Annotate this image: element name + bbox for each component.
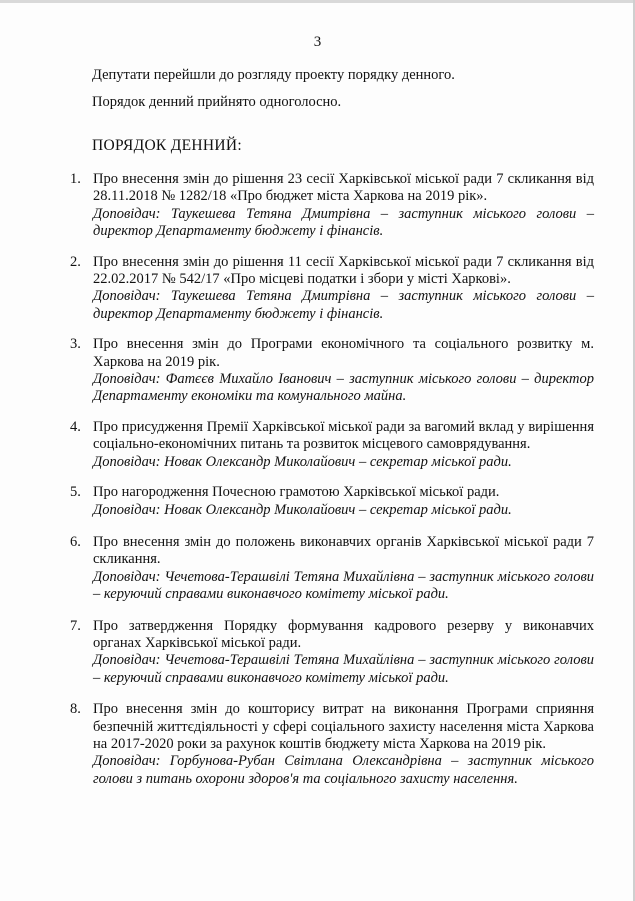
item-title: Про затвердження Порядку формування кадрового резерву у виконавчих органах Харківської міської ради. [93, 617, 594, 651]
item-title: Про внесення змін до кошторису витрат на виконання Програми сприяння безпечній життєдіяльності у сфері соціального захисту населення міста Харкова на 2017-2020 роки за рахунок коштів бюджету міста Харкова на 2019 рік. [93, 701, 594, 752]
item-speaker: Доповідач: Таукешева Тетяна Дмитрівна – заступник міського голови – директор Департаменту бюджету і фінансів. [93, 205, 594, 240]
scan-top-edge [0, 0, 635, 3]
item-number: 7. [70, 617, 81, 634]
agenda-item-5 [70, 484, 594, 519]
agenda-item-3 [70, 336, 594, 406]
item-speaker: Доповідач: Новак Олександр Миколайович – секретар міської ради. [93, 453, 512, 470]
agenda-item-7 [70, 618, 594, 688]
agenda-item-4 [70, 419, 594, 471]
item-number: 5. [70, 484, 81, 501]
item-speaker: Доповідач: Новак Олександр Миколайович – секретар міської ради. [93, 501, 512, 518]
agenda-heading: ПОРЯДОК ДЕННИЙ: [92, 137, 242, 154]
page-number: 3 [313, 34, 322, 50]
item-speaker: Доповідач: Чечетова-Терашвілі Тетяна Михайлівна – заступник міського голови – керуючий справами виконавчого комітету міської ради. [93, 568, 594, 603]
agenda-list [70, 171, 594, 788]
item-speaker: Доповідач: Чечетова-Терашвілі Тетяна Михайлівна – заступник міського голови – керуючий справами виконавчого комітету міської ради. [93, 652, 594, 686]
agenda-item-2 [70, 254, 594, 324]
item-number: 6. [70, 533, 81, 550]
item-speaker: Доповідач: Фатєєв Михайло Іванович – заступник міського голови – директор Департаменту економіки та комунального майна. [93, 371, 594, 405]
item-number: 8. [70, 701, 81, 718]
item-number: 1. [70, 171, 81, 187]
item-speaker: Доповідач: Таукешева Тетяна Дмитрівна – заступник міського голови – директор Департаменту бюджету і фінансів. [93, 288, 594, 322]
item-title: Про внесення змін до Програми економічного та соціального розвитку м. Харкова на 2019 рік. [93, 336, 594, 370]
item-title: Про внесення змін до рішення 23 сесії Харківської міської ради 7 скликання від 28.11.2018 № 1282/18 «Про бюджет міста Харкова на 2019 рік». [93, 171, 594, 205]
item-number: 4. [70, 418, 81, 435]
agenda-item-8 [70, 701, 594, 788]
item-number: 3. [70, 336, 81, 353]
item-number: 2. [70, 253, 81, 270]
item-title: Про нагородження Почесною грамотою Харківської міської ради. [93, 484, 500, 501]
agenda-item-1 [70, 171, 594, 241]
item-title: Про внесення змін до рішення 11 сесії Харківської міської ради 7 скликання від 22.02.2017 № 542/17 «Про місцеві податки і збори у місті Харкові». [93, 253, 594, 288]
item-title: Про присудження Премії Харківської міської ради за вагомий вклад у вирішення соціально-економічних питань та розвиток місцевого самоврядування. [93, 418, 594, 453]
intro-line-2: Порядок денний прийнято одноголосно. [92, 94, 342, 110]
item-speaker: Доповідач: Горбунова-Рубан Світлана Олександрівна – заступник міського голови з питань охорони здоров'я та соціального захисту населення. [93, 753, 594, 787]
item-title: Про внесення змін до положень виконавчих органів Харківської міської ради 7 скликання. [93, 533, 594, 568]
agenda-item-6 [70, 534, 594, 604]
intro-line-1: Депутати перейшли до розгляду проекту порядку денного. [92, 67, 455, 83]
